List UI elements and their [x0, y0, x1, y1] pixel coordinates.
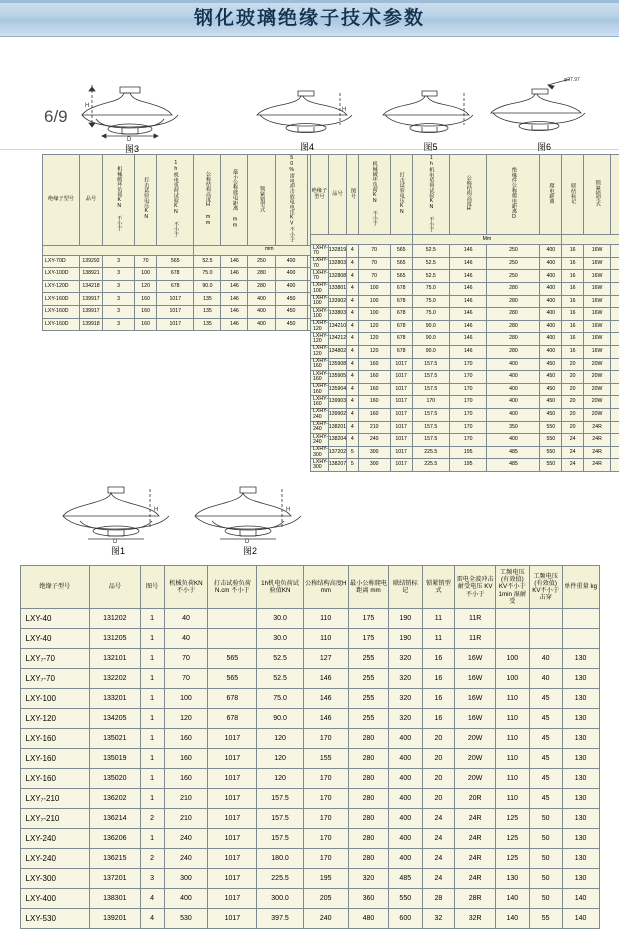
th-a-5: 公称结构高度H mm [194, 155, 221, 246]
table-row: LXY-100 133201 1 100 678 75.0 146 255 320 16 16W 110 45 130 [20, 689, 599, 709]
th-c-1: 品号 [90, 566, 140, 609]
table-b [310, 154, 619, 472]
th-a-1: 品号 [80, 155, 103, 246]
table-row: LXY-160 135020 1 160 1017 120 170 280 400 20 20W 110 45 130 [20, 769, 599, 789]
th-a-7: 锁紧销型式 [248, 155, 275, 246]
th-b-1: 品号 [328, 155, 346, 235]
page-number: 6/9 [44, 107, 68, 127]
svg-text:φ27.97: φ27.97 [564, 77, 580, 83]
table-b-body [311, 245, 619, 472]
figure-2 [190, 481, 310, 557]
table-row: LXHY-70 132803 4 70 565 52.5 146 250 400 16 16W [311, 257, 619, 270]
table-c [20, 565, 600, 929]
th-c-2: 图号 [140, 566, 164, 609]
th-b-unit-empty [311, 235, 413, 245]
figure-3 [72, 79, 192, 155]
table-row: LXHY-160 139903 4 160 1017 170 170 400 450 20 20W [311, 396, 619, 409]
th-c-7: 最小公称爬电距离 mm [348, 566, 388, 609]
table-row: LXY₇-70 132202 1 70 565 52.5 146 255 320 16 16W 100 40 130 [20, 669, 599, 689]
th-a-4: 1h机电负荷试验KN 不小于 [157, 155, 194, 246]
th-c-11: 工频电压(有效值) KV不小于 1min 湿耐受 [495, 566, 529, 609]
svg-text:D: D [245, 539, 250, 543]
mid-figures-band [0, 475, 619, 565]
figure-1 [58, 481, 178, 557]
svg-text:D: D [113, 539, 118, 543]
table-row: LXY-40 131205 1 40 30.0 110 175 190 11 11R [20, 629, 599, 649]
table-row: LXHY-300 137202 5 300 1017 225.5 195 485 550 24 24R [311, 446, 619, 459]
th-c-13: 单件重量 kg [562, 566, 599, 609]
table-row: LXHY-300 138207 5 300 1017 225.5 195 485 550 24 24R [311, 459, 619, 472]
figure-6 [488, 75, 600, 153]
table-row: LXHY-120 134212 4 120 678 90.0 146 280 400 16 16W [311, 333, 619, 346]
th-a-unit-empty [43, 245, 194, 255]
table-row: LXY-300 137201 3 300 1017 225.5 195 320 485 24 24R 130 50 130 [20, 869, 599, 889]
lower-table-zone [0, 565, 619, 929]
page-header [0, 0, 619, 37]
figure-3-caption: 图3 [72, 142, 192, 155]
th-b-6: 公称结构高度H [449, 155, 486, 235]
svg-text:D: D [127, 137, 132, 141]
table-row: LXHY-240 138201 4 210 1017 157.5 170 350 550 20 24R [311, 421, 619, 434]
th-a-3: 打击试验电压KN [135, 155, 157, 246]
table-row: LXY-530 139201 4 530 1017 397.5 240 480 600 32 32R 140 55 140 [20, 909, 599, 929]
svg-text:H: H [85, 103, 89, 109]
th-b-5: 1h机电负荷试验KN 不小于 [412, 155, 449, 235]
table-row: LXY-400 138301 4 400 1017 300.0 205 360 550 28 28R 140 50 140 [20, 889, 599, 909]
table-row: LXY-70D 139292 3 70 565 52.5 146 250 400 [43, 255, 424, 268]
th-c-3: 机械负荷KN 不小于 [164, 566, 208, 609]
th-c-4: 打击试验负荷N.cm 不小于 [208, 566, 257, 609]
figure-6-caption: 图6 [488, 140, 600, 153]
th-c-9: 锁紧销型式 [422, 566, 455, 609]
table-row: LXY₇-210 136202 1 210 1017 157.5 170 280 400 20 20R 110 45 130 [20, 789, 599, 809]
table-row: LXHY-240 138204 4 240 1017 157.5 170 400 550 24 24R [311, 434, 619, 447]
table-row: LXY-160D 139918 3 160 1017 135 146 400 450 [43, 318, 424, 331]
svg-text:H: H [154, 507, 158, 513]
table-row: LXHY-100 133803 4 100 678 75.0 146 280 400 16 16W [311, 308, 619, 321]
figure-1-caption: 图1 [58, 544, 178, 557]
table-row: LXY-160 135019 1 160 1017 120 155 280 400 20 20W 110 45 130 [20, 749, 599, 769]
top-figures-band [0, 37, 619, 150]
page-title: 钢化玻璃绝缘子技术参数 [0, 0, 619, 36]
th-b-7: 绝缘件公称爬电距离D [487, 155, 540, 235]
th-b-10: 锁紧销型式 [584, 155, 611, 235]
table-row: LXY-240 136206 1 240 1017 157.5 170 280 400 24 24R 125 50 130 [20, 829, 599, 849]
table-row: LXHY-240 139902 4 160 1017 157.5 170 400 450 20 20W [311, 408, 619, 421]
th-a-2: 机械破坏负荷KN 不小于 [103, 155, 135, 246]
figure-5-caption: 图5 [378, 140, 483, 153]
table-row: LXHY-70 132808 4 70 565 52.5 146 250 400 16 16W [311, 270, 619, 283]
th-c-0: 绝缘子型号 [20, 566, 90, 609]
th-a-0: 绝缘子型号 [43, 155, 80, 246]
svg-text:H: H [342, 107, 346, 113]
table-row: LXY₇-70 132101 1 70 565 52.5 127 255 320 16 16W 100 40 130 [20, 649, 599, 669]
figure-4 [252, 87, 362, 153]
th-b-3: 机械破坏负荷KN 不小于 [358, 155, 390, 235]
table-row: LXY-40 131202 1 40 30.0 110 175 190 11 11R [20, 609, 599, 629]
th-a-unit-mm: mm [194, 245, 345, 255]
th-b-unit-mm: Mm [412, 235, 562, 245]
svg-text:H: H [286, 507, 290, 513]
th-b-8: 爬电距离 [540, 155, 562, 235]
th-c-6: 公称结构高度H mm [303, 566, 348, 609]
table-c-body [20, 609, 599, 929]
th-c-10: 雷电全波冲击耐受电压 KV不小于 [455, 566, 496, 609]
th-b-11 [611, 155, 619, 235]
header-top-rule [0, 0, 619, 3]
figure-4-caption: 图4 [252, 140, 362, 153]
table-row: LXHY-120 134802 4 120 678 90.0 146 280 400 16 16W [311, 346, 619, 359]
upper-tables-zone [0, 150, 619, 475]
th-c-12: 工频电压(有效值) KV不小于 击穿 [529, 566, 562, 609]
table-row: LXY-160D 139917 3 160 1017 135 146 400 450 [43, 306, 424, 319]
table-row: LXY-100D 138921 3 100 678 75.0 146 280 400 [43, 268, 424, 281]
th-a-6: 最小公称爬电距离 mm [221, 155, 248, 246]
table-row: LXHY-120 134210 4 120 678 90.0 146 280 400 16 16W [311, 320, 619, 333]
th-c-8: 联结销标记 [389, 566, 422, 609]
table-row: LXHY-160 135905 4 160 1017 157.5 170 400 450 20 20W [311, 371, 619, 384]
table-row: LXHY-160 135904 4 160 1017 157.5 170 400 450 20 20W [311, 383, 619, 396]
table-row: LXHY-100 133801 4 100 678 75.0 146 280 400 16 16W [311, 283, 619, 296]
th-b-unit-rest [562, 235, 619, 245]
th-b-9: 联结标记 [562, 155, 584, 235]
table-row: LXHY-160 135908 4 160 1017 157.5 170 400 450 20 20W [311, 358, 619, 371]
page-footer [0, 929, 619, 937]
table-row: LXY₇-210 136214 2 210 1017 157.5 170 280 400 24 24R 125 50 130 [20, 809, 599, 829]
th-b-2: 图号 [347, 155, 358, 235]
table-row: LXY-120 134205 1 120 678 90.0 146 255 320 16 16W 110 45 130 [20, 709, 599, 729]
table-row: LXHY-70 132819 4 70 565 52.5 146 250 400 16 16W [311, 245, 619, 258]
table-row: LXY-120D 134218 3 120 678 90.0 146 280 400 [43, 280, 424, 293]
th-a-8: 50%雷电冲击放电电压KV不小于 [275, 155, 307, 246]
table-row: LXHY-100 133902 4 100 678 75.0 146 280 400 16 16W [311, 295, 619, 308]
th-b-0: 绝缘子型号 [311, 155, 329, 235]
th-b-4: 打击试验电压KN [390, 155, 412, 235]
figure-2-caption: 图2 [190, 544, 310, 557]
figure-5 [378, 87, 483, 153]
table-row: LXY-160 135021 1 160 1017 120 170 280 400 20 20W 110 45 130 [20, 729, 599, 749]
table-row: LXY-160D 139917 3 160 1017 135 146 400 450 [43, 293, 424, 306]
table-row: LXY-240 136215 2 240 1017 180.0 170 280 400 24 24R 125 50 130 [20, 849, 599, 869]
th-c-5: 1h机电负荷试验值KN [257, 566, 303, 609]
